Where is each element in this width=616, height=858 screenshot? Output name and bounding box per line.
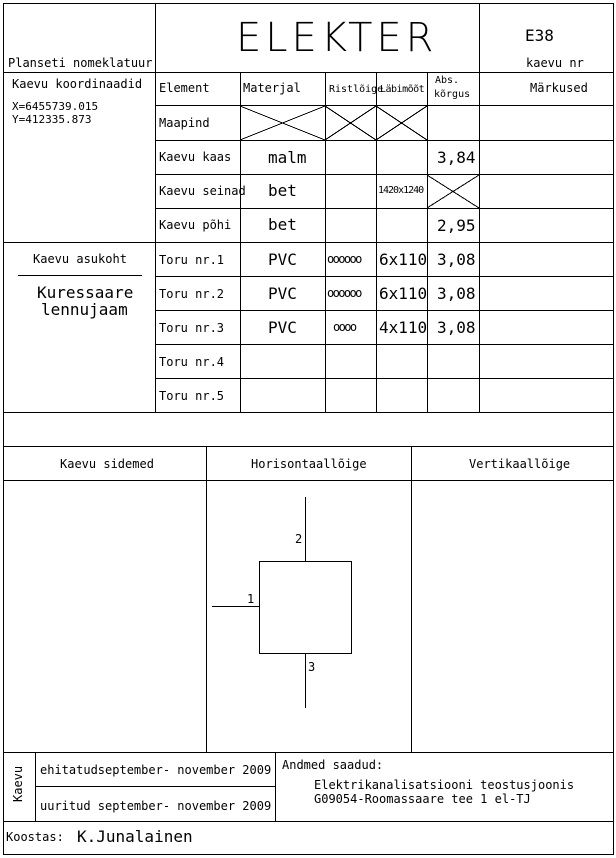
footer-surveyed: uuritud september- november 2009	[40, 799, 272, 813]
row-height: 3,84	[437, 148, 476, 167]
row-height: 3,08	[437, 250, 476, 269]
section-links-heading: Kaevu sidemed	[60, 457, 154, 471]
row-diameter: 1420x1240	[378, 185, 424, 196]
row-element: Toru nr.3	[159, 321, 225, 335]
well-plan-drawing	[212, 497, 352, 708]
row-diameter: 6x110	[379, 284, 428, 303]
footer-kaevu-label: Kaevu	[11, 765, 25, 802]
col-header-notes: Märkused	[530, 81, 588, 95]
footer-built: ehitatudseptember- november 2009	[40, 763, 272, 777]
coord-y: Y=412335.873	[12, 113, 92, 126]
row-element: Kaevu seinad	[159, 184, 246, 198]
row-diameter: 6x110	[379, 250, 428, 269]
row-diameter: 4x110	[379, 318, 428, 337]
row-material: PVC	[268, 318, 297, 337]
row-height: 2,95	[437, 216, 476, 235]
row-height: 3,08	[437, 318, 476, 337]
row-material: malm	[268, 148, 307, 167]
row-cross-section: oooooo	[327, 252, 361, 266]
col-header-cross-section: Ristlõige	[329, 84, 384, 95]
row-material: bet	[268, 215, 297, 234]
col-header-abs: Abs.	[435, 75, 460, 86]
coord-x: X=6455739.015	[12, 100, 99, 113]
pipe-label-3: 3	[308, 660, 316, 674]
form-title: ELEKTER	[236, 15, 438, 61]
coords-heading: Kaevu koordinaadid	[12, 77, 143, 91]
col-header-diameter: Läbimõõt	[380, 84, 425, 95]
col-header-element: Element	[159, 81, 210, 95]
section-vertical-heading: Vertikaallõige	[469, 457, 571, 471]
location-line-1: Kuressaare	[37, 283, 134, 302]
footer-source-1: Elektrikanalisatsiooni teostusjoonis	[314, 778, 575, 792]
footer-author: K.Junalainen	[77, 827, 193, 846]
row-element: Kaevu kaas	[159, 150, 232, 164]
footer-data-from: Andmed saadud:	[282, 758, 384, 772]
well-id: E38	[525, 26, 554, 45]
row-element: Toru nr.1	[159, 253, 225, 267]
row-element: Toru nr.5	[159, 389, 225, 403]
row-element: Toru nr.4	[159, 355, 225, 369]
pipe-label-2: 2	[295, 532, 303, 546]
row-height: 3,08	[437, 284, 476, 303]
row-element: Maapind	[159, 116, 210, 130]
row-material: PVC	[268, 250, 297, 269]
row-material: PVC	[268, 284, 297, 303]
well-nr-label: kaevu nr	[526, 56, 584, 70]
sheet-nomenclature-label: Planseti nomeklatuur	[8, 56, 153, 70]
col-header-height: kõrgus	[434, 89, 471, 100]
location-line-2: lennujaam	[41, 300, 128, 319]
footer-author-label: Koostas:	[6, 830, 64, 844]
section-horizontal-heading: Horisontaallõige	[251, 457, 367, 471]
row-cross-section: oooooo	[327, 286, 361, 300]
row-cross-section: oooo	[333, 320, 356, 334]
pipe-label-1: 1	[247, 592, 255, 606]
row-element: Toru nr.2	[159, 287, 225, 301]
col-header-material: Materjal	[243, 81, 301, 95]
row-material: bet	[268, 181, 297, 200]
row-element: Kaevu põhi	[159, 218, 232, 232]
location-heading: Kaevu asukoht	[33, 252, 127, 266]
footer-source-2: G09054-Roomassaare tee 1 el-TJ	[314, 792, 531, 806]
